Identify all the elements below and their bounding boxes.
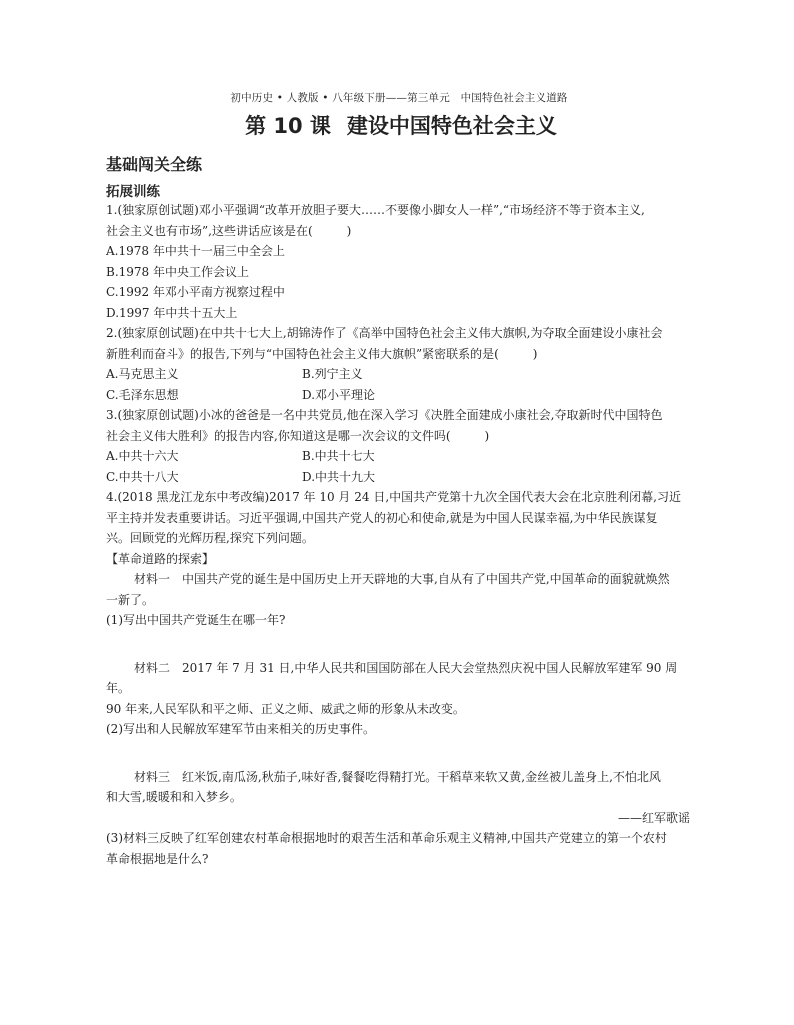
q3-paren-close: ) bbox=[484, 428, 490, 443]
material-1-line2: 一新了。 bbox=[106, 592, 155, 607]
q3-options-row2 bbox=[106, 467, 690, 488]
material-2-line1 bbox=[106, 658, 690, 699]
q3-option-a: A.中共十六大 bbox=[106, 449, 179, 463]
q1-option-b: B.1978 年中央工作会议上 bbox=[106, 264, 249, 279]
q2-stem-text: 新胜利而奋斗》的报告,下列与“中国特色社会主义伟大旗帜”紧密联系的是( bbox=[106, 346, 499, 361]
q2-option-b: B.列宁主义 bbox=[302, 367, 363, 381]
q3-stem-line1: 3.(独家原创试题)小冰的爸爸是一名中共党员,他在深入学习《决胜全面建成小康社会,夺取新时代中国特色 bbox=[106, 408, 663, 422]
q4-subquestion-2: (2)写出和人民解放军建军节由来相关的历史事件。 bbox=[106, 722, 375, 736]
q1-stem-line2 bbox=[106, 221, 690, 242]
running-header: 初中历史 • 人教版 • 八年级下册——第三单元 中国特色社会主义道路 bbox=[230, 92, 568, 104]
q1-option-c: C.1992 年邓小平南方视察过程中 bbox=[106, 285, 285, 299]
answer-space-2 bbox=[106, 740, 690, 767]
q2-paren-close: ) bbox=[532, 346, 538, 361]
q3-option-b: B.中共十七大 bbox=[302, 449, 375, 463]
q3-option-c: C.中共十八大 bbox=[106, 469, 179, 484]
question-content bbox=[106, 200, 690, 869]
lesson-number: 第 10 课 bbox=[245, 114, 331, 138]
q2-options-row1 bbox=[106, 364, 690, 385]
material-1-text: 中国共产党的诞生是中国历史上开天辟地的大事,自从有了中国共产党,中国革命的面貌就焕然 bbox=[170, 572, 670, 586]
q3-stem-line2 bbox=[106, 426, 690, 447]
lesson-name: 建设中国特色社会主义 bbox=[346, 114, 557, 138]
q4-stem-line2: 平主持并发表重要讲话。习近平强调,中国共产党人的初心和使命,就是为中国人民谋幸福,为中华民族谋复 bbox=[106, 510, 658, 525]
q3-stem-text: 社会主义伟大胜利》的报告内容,你知道这是哪一次会议的文件吗( bbox=[106, 428, 451, 443]
q4-subquestion-1: (1)写出中国共产党诞生在哪一年? bbox=[106, 613, 286, 627]
q3-options-row1 bbox=[106, 446, 690, 467]
material-3-text: 红米饭,南瓜汤,秋茄子,味好香,餐餐吃得精打光。干稻草来软又黄,金丝被儿盖身上,不怕北风 bbox=[170, 769, 661, 784]
material-1-line1 bbox=[106, 569, 690, 590]
q1-option-a: A.1978 年中共十一届三中全会上 bbox=[106, 244, 285, 258]
section-heading: 基础闯关全练 bbox=[106, 155, 203, 174]
lesson-title bbox=[0, 110, 794, 140]
answer-space-1 bbox=[106, 631, 690, 658]
material-3-source: ——红军歌谣 bbox=[617, 810, 690, 825]
material-3-line2: 和大雪,暖暖和和入梦乡。 bbox=[106, 790, 242, 804]
q1-stem-line1: 1.(独家原创试题)邓小平强调“改革开放胆子要大……不要像小脚女人一样”,“市场经济不等于资本主义, bbox=[106, 203, 645, 217]
q4-stem-line3: 兴。回顾党的光辉历程,探究下列问题。 bbox=[106, 531, 314, 545]
q2-stem-line2 bbox=[106, 344, 690, 365]
q3-option-d: D.中共十九大 bbox=[302, 469, 376, 484]
q1-stem-text: 社会主义也有市场”,这些讲话应该是在( bbox=[106, 223, 313, 238]
q2-option-c: C.毛泽东思想 bbox=[106, 387, 179, 402]
q2-stem-line1: 2.(独家原创试题)在中共十七大上,胡锦涛作了《高举中国特色社会主义伟大旗帜,为夺取全面建设小康社会 bbox=[106, 326, 663, 340]
material-3-label: 材料三 bbox=[134, 769, 171, 784]
material-2-line2: 90 年来,人民军队和平之师、正义之师、威武之师的形象从未改变。 bbox=[106, 701, 465, 716]
material-1-label: 材料一 bbox=[134, 572, 171, 586]
q4-topic-bracket: 【革命道路的探索】 bbox=[106, 551, 215, 566]
subsection-heading: 拓展训练 bbox=[106, 184, 160, 200]
q2-option-d: D.邓小平理论 bbox=[302, 387, 376, 402]
q4-stem-line1: 4.(2018 黑龙江龙东中考改编)2017 年 10 月 24 日,中国共产党第十九次全国代表大会在北京胜利闭幕,习近 bbox=[106, 490, 681, 504]
q1-option-d: D.1997 年中共十五大上 bbox=[106, 305, 238, 320]
q4-subquestion-3-line1: (3)材料三反映了红军创建农村革命根据地时的艰苦生活和革命乐观主义精神,中国共产党建立的第一个农村 bbox=[106, 831, 667, 845]
material-2-text: 2017 年 7 月 31 日,中华人民共和国国防部在人民大会堂热烈庆祝中国人民解放军建军 90 周年。 bbox=[106, 660, 678, 695]
q1-paren-close: ) bbox=[346, 223, 352, 238]
q2-options-row2 bbox=[106, 385, 690, 406]
material-3-line1 bbox=[106, 767, 690, 788]
q2-option-a: A.马克思主义 bbox=[106, 367, 179, 381]
material-2-label: 材料二 bbox=[134, 660, 171, 675]
q4-subquestion-3-line2: 革命根据地是什么? bbox=[106, 851, 209, 866]
